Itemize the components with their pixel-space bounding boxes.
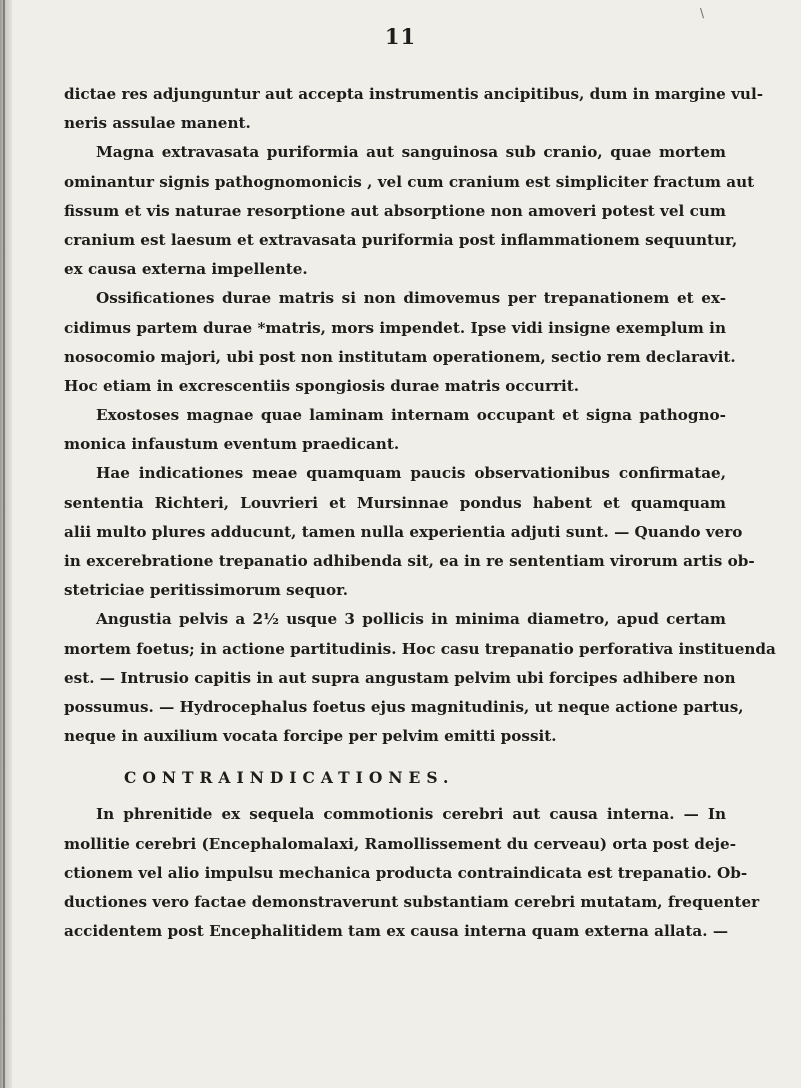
corner-mark: \ [700, 6, 705, 20]
text-line: ductiones vero factae demonstraverunt substantiam cerebri mutatam, frequenter [64, 892, 760, 911]
text-line: monica infaustum eventum praedicant. [64, 435, 400, 454]
text-line: Hoc etiam in excrescentiis spongiosis durae matris occurrit. [64, 376, 580, 395]
text-line: cidimus partem durae *matris, mors impendet. Ipse vidi insigne exemplum in [64, 318, 726, 337]
text-line: In phrenitide ex sequela commotionis cerebri aut causa interna. — In [96, 805, 726, 824]
text-line: cranium est laesum et extravasata puriformia post inflammationem sequuntur, [64, 230, 738, 249]
text-line: accidentem post Encephalitidem tam ex causa interna quam externa allata. — [64, 922, 729, 941]
text-line: ctionem vel alio impulsu mechanica producta contraindicata est trepanatio. Ob- [64, 863, 748, 882]
text-line: mortem foetus; in actione partitudinis. Hoc casu trepanatio perforativa instituenda [64, 639, 776, 658]
text-line: sententia Richteri, Louvrieri et Mursinnae pondus habent et quamquam [64, 493, 726, 512]
text-line: Magna extravasata puriformia aut sanguinosa sub cranio, quae mortem [96, 143, 726, 162]
text-line: neque in auxilium vocata forcipe per pelvim emitti possit. [64, 727, 557, 746]
text-line: Angustia pelvis a 2½ usque 3 pollicis in minima diametro, apud certam [96, 610, 726, 629]
text-line: neris assulae manent. [64, 114, 251, 133]
section-heading: CONTRAINDICATIONES. [124, 768, 455, 788]
text-line: nosocomio majori, ubi post non institutam operationem, sectio rem declaravit. [64, 347, 736, 366]
page-number: 11 [384, 24, 417, 49]
text-line: possumus. — Hydrocephalus foetus ejus magnitudinis, ut neque actione partus, [64, 697, 744, 716]
text-line: alii multo plures adducunt, tamen nulla experientia adjuti sunt. — Quando vero [64, 522, 743, 541]
text-line: fissum et vis naturae resorptione aut absorptione non amoveri potest vel cum [64, 201, 726, 220]
text-line: dictae res adjunguntur aut accepta instrumentis ancipitibus, dum in margine vul- [64, 85, 764, 103]
text-line: ex causa externa impellente. [64, 260, 308, 279]
text-line: stetriciae peritissimorum sequor. [64, 581, 349, 600]
body-text [64, 80, 776, 946]
text-line: Exostoses magnae quae laminam internam occupant et signa pathogno- [96, 406, 726, 425]
text-line: in excerebratione trepanatio adhibenda sit, ea in re sententiam virorum artis ob- [64, 552, 755, 570]
text-line: Ossificationes durae matris si non dimovemus per trepanationem et ex- [96, 289, 726, 308]
text-line: est. — Intrusio capitis in aut supra angustam pelvim ubi forcipes adhibere non [64, 668, 736, 687]
page-binding-edge [0, 0, 12, 1088]
text-line: mollitie cerebri (Encephalomalaxi, Ramollissement du cerveau) orta post deje- [64, 834, 737, 853]
page-binding-shadow [3, 0, 5, 1088]
text-line: Hae indicationes meae quamquam paucis observationibus confirmatae, [96, 464, 726, 483]
text-line: ominantur signis pathognomonicis , vel cum cranium est simpliciter fractum aut [64, 172, 755, 191]
